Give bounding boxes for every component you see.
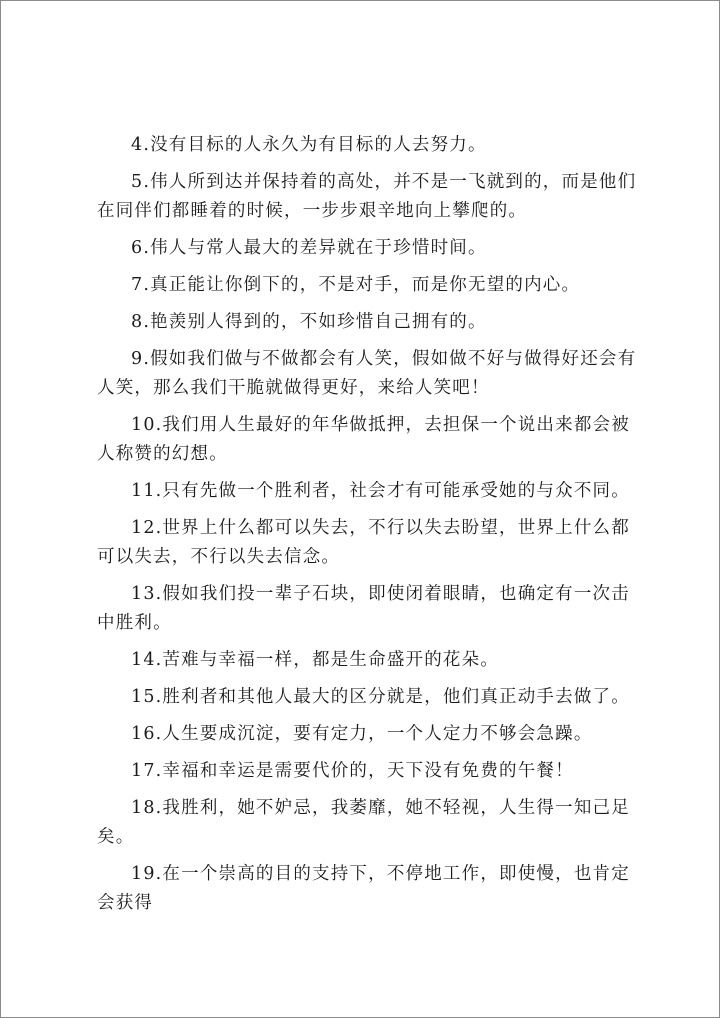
paragraph-14: 14.苦难与幸福一样，都是生命盛开的花朵。: [131, 650, 500, 670]
paragraph-4: 4.没有目标的人永久为有目标的人去努力。: [131, 135, 487, 155]
paragraph-8: 8.艳羡别人得到的，不如珍惜自己拥有的。: [131, 312, 487, 332]
paragraph-9: 9.假如我们做与不做都会有人笑，假如做不好与做得好还会有人笑，那么我们干脆就做得更好，来给人笑吧！: [97, 349, 637, 398]
paragraph-7: 7.真正能让你倒下的，不是对手，而是你无望的内心。: [131, 275, 581, 295]
document-body: [97, 131, 637, 926]
paragraph-15: 15.胜利者和其他人最大的区分就是，他们真正动手去做了。: [131, 687, 630, 707]
paragraph-10: 10.我们用人生最好的年华做抵押，去担保一个说出来都会被人称赞的幻想。: [97, 415, 630, 464]
paragraph-13: 13.假如我们投一辈子石块，即使闭着眼睛，也确定有一次击中胜利。: [97, 584, 630, 633]
paragraph-12: 12.世界上什么都可以失去，不行以失去盼望，世界上什么都可以失去，不行以失去信念。: [97, 518, 630, 567]
paragraph-6: 6.伟人与常人最大的差异就在于珍惜时间。: [131, 238, 487, 258]
paragraph-16: 16.人生要成沉淀，要有定力，一个人定力不够会急躁。: [131, 724, 593, 744]
paragraph-18: 18.我胜利，她不妒忌，我萎靡，她不轻视，人生得一知己足矣。: [97, 798, 630, 847]
paragraph-19: 19.在一个崇高的目的支持下，不停地工作，即使慢，也肯定会获得: [97, 864, 630, 913]
paragraph-5: 5.伟人所到达并保持着的高处，并不是一飞就到的，而是他们在同伴们都睡着的时候，一步步艰辛地向上攀爬的。: [97, 172, 637, 221]
paragraph-17: 17.幸福和幸运是需要代价的，天下没有免费的午餐！: [131, 761, 574, 781]
paragraph-11: 11.只有先做一个胜利者，社会才有可能承受她的与众不同。: [131, 481, 630, 501]
